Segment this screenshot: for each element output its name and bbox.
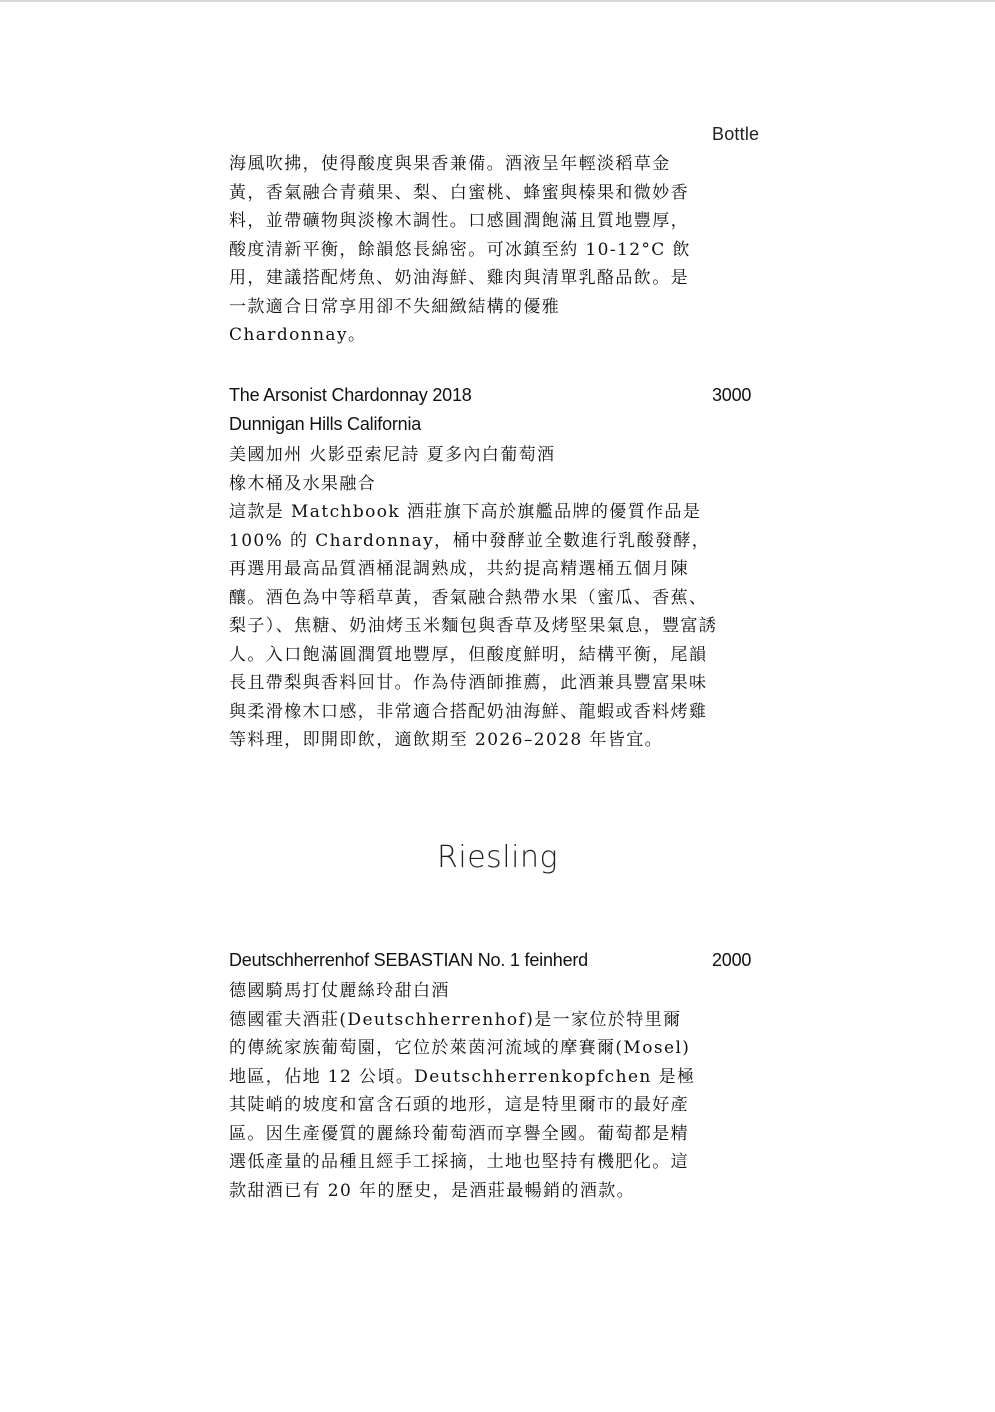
wine-description-text: 海風吹拂，使得酸度與果香兼備。酒液呈年輕淡稻草金黃，香氣融合青蘋果、梨、白蜜桃、蜂蜜與榛果和微妙香料，並帶礦物與淡橡木調性。口感圓潤飽滿且質地豐厚，酸度清新平衡，餘韻悠長綿密。可冰鎮至約 10-12°C 飲用，建議搭配烤魚、奶油海鮮、雞肉與清單乳酪品飲。是一款適合日常享用卻不失細緻結構的優雅 Chardonnay。 (229, 154, 691, 345)
wine-description-text: 德國霍夫酒莊(Deutschherrenhof)是一家位於特里爾的傳統家族葡萄園，它位於萊茵河流域的摩賽爾(Mosel)地區，佔地 12 公頃。Deutschherrenkopfchen 是極其陡峭的坡度和富含石頭的地形，這是特里爾市的最好產區。因生產優質的麗絲玲葡萄酒而享譽全國。葡萄都是精選低產量的品種且經手工採摘，土地也堅持有機肥化。這款甜酒已有 20 年的歷史，是酒莊最暢銷的酒款。 (229, 1009, 696, 1201)
wine-details (229, 441, 719, 755)
wine-region: Dunnigan Hills California (229, 414, 422, 434)
wine-title-row (229, 950, 769, 978)
wine-name: The Arsonist Chardonnay 2018 (229, 385, 472, 405)
wine-description-continued (229, 150, 697, 350)
price-column-label: Bottle (712, 124, 760, 144)
wine-chinese-name: 德國騎馬打仗麗絲玲甜白酒 (229, 981, 450, 1001)
wine-chinese-name: 美國加州 火影亞索尼詩 夏多內白葡萄酒 (229, 445, 556, 465)
wine-description-text: 這款是 Matchbook 酒莊旗下高於旗艦品牌的優質作品是 100% 的 Chardonnay，桶中發酵並全數進行乳酸發酵，再選用最高品質酒桶混調熟成，共約提高精選桶五個月陳釀。酒色為中等稻草黃，香氣融合熱帶水果（蜜瓜、香蕉、梨子）、焦糖、奶油烤玉米麵包與香草及烤堅果氣息，豐富誘人。入口飽滿圓潤質地豐厚，但酸度鮮明，結構平衡，尾韻長且帶梨與香料回甘。作為侍酒師推薦，此酒兼具豐富果味與柔滑橡木口感，非常適合搭配奶油海鮮、龍蝦或香料烤雞等料理，即開即飲，適飲期至 2026–2028 年皆宜。 (229, 502, 718, 750)
wine-style: 橡木桶及水果融合 (229, 473, 377, 494)
wine-price: 2000 (712, 950, 752, 970)
wine-title-row (229, 385, 769, 413)
wine-price: 3000 (712, 385, 752, 405)
wine-details (229, 977, 699, 1205)
wine-name: Deutschherrenhof SEBASTIAN No. 1 feinherd (229, 950, 588, 970)
section-title-riesling: Riesling (437, 840, 558, 875)
